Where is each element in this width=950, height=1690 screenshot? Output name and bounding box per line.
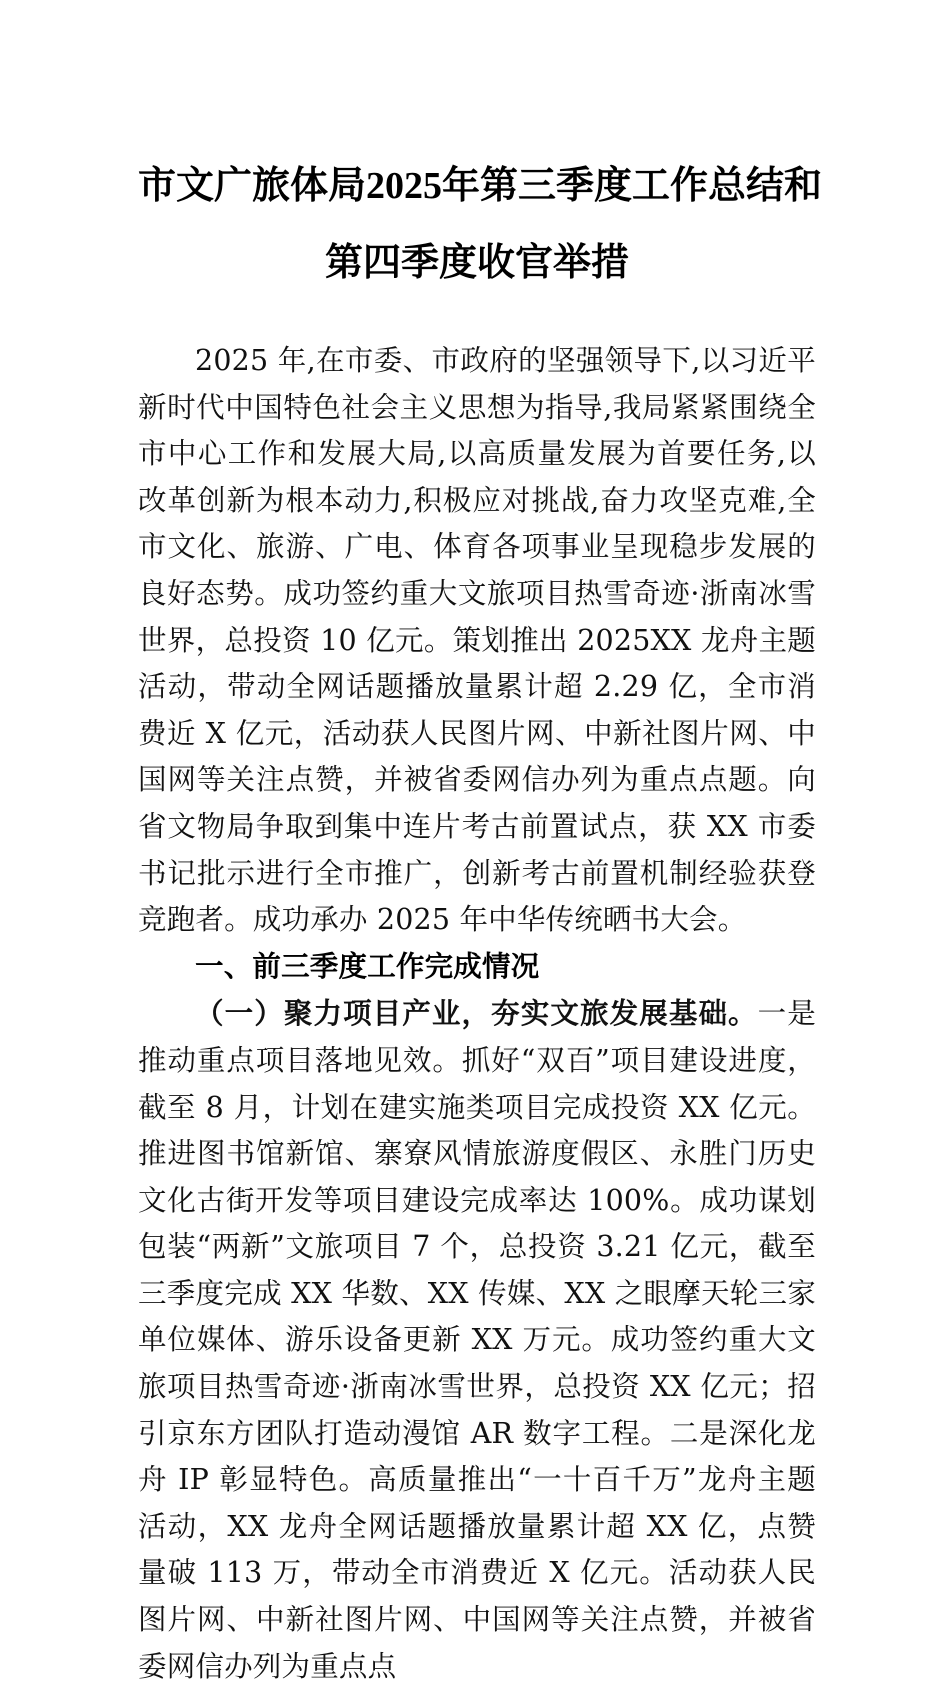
document-title-line-2: 第四季度收官举措 xyxy=(324,242,629,284)
paragraph-subsection-1-1 xyxy=(138,990,816,1690)
subsection-lead-in: （一）聚力项目产业，夯实文旅发展基础。 xyxy=(195,996,758,1031)
paragraph-intro: 2025 年,在市委、市政府的坚强领导下,以习近平新时代中国特色社会主义思想为指导,我局紧紧围绕全市中心工作和发展大局,以高质量发展为首要任务,以改革创新为根本动力,积极应对挑战,奋力攻坚克难,全市文化、旅游、广电、体育各项事业呈现稳步发展的良好态势。成功签约重大文旅项目热雪奇迹·浙南冰雪世界，总投资 10 亿元。策划推出 2025XX 龙舟主题活动，带动全网话题播放量累计超 2.29 亿，全市消费近 X 亿元，活动获人民图片网、中新社图片网、中国网等关注点赞，并被省委网信办列为重点点题。向省文物局争取到集中连片考古前置试点，获 XX 市委书记批示进行全市推广，创新考古前置机制经验获登竞跑者。成功承办 2025 年中华传统晒书大会。 xyxy=(138,344,816,937)
document-title-line-1: 市文广旅体局2025年第三季度工作总结和 xyxy=(138,165,823,207)
subsection-body-text: 一是推动重点项目落地见效。抓好“双百”项目建设进度，截至 8 月，计划在建实施类项目完成投资 XX 亿元。推进图书馆新馆、寨寮风情旅游度假区、永胜门历史文化古街开发等项目建设完成率达 100%。成功谋划包装“两新”文旅项目 7 个，总投资 3.21 亿元，截至三季度完成 XX 华数、XX 传媒、XX 之眼摩天轮三家单位媒体、游乐设备更新 XX 万元。成功签约重大文旅项目热雪奇迹·浙南冰雪世界，总投资 XX 亿元；招引京东方团队打造动漫馆 AR 数字工程。二是深化龙舟 IP 彰显特色。高质量推出“一十百千万”龙舟主题活动，XX 龙舟全网话题播放量累计超 XX 亿，点赞量破 113 万，带动全市消费近 X 亿元。活动获人民图片网、中新社图片网、中国网等关注点赞，并被省委网信办列为重点点 xyxy=(138,997,816,1683)
document-title xyxy=(138,0,823,302)
section-heading-one: 一、前三季度工作完成情况 xyxy=(195,950,540,983)
document-body xyxy=(138,302,816,1690)
page-content-column xyxy=(138,0,823,1690)
